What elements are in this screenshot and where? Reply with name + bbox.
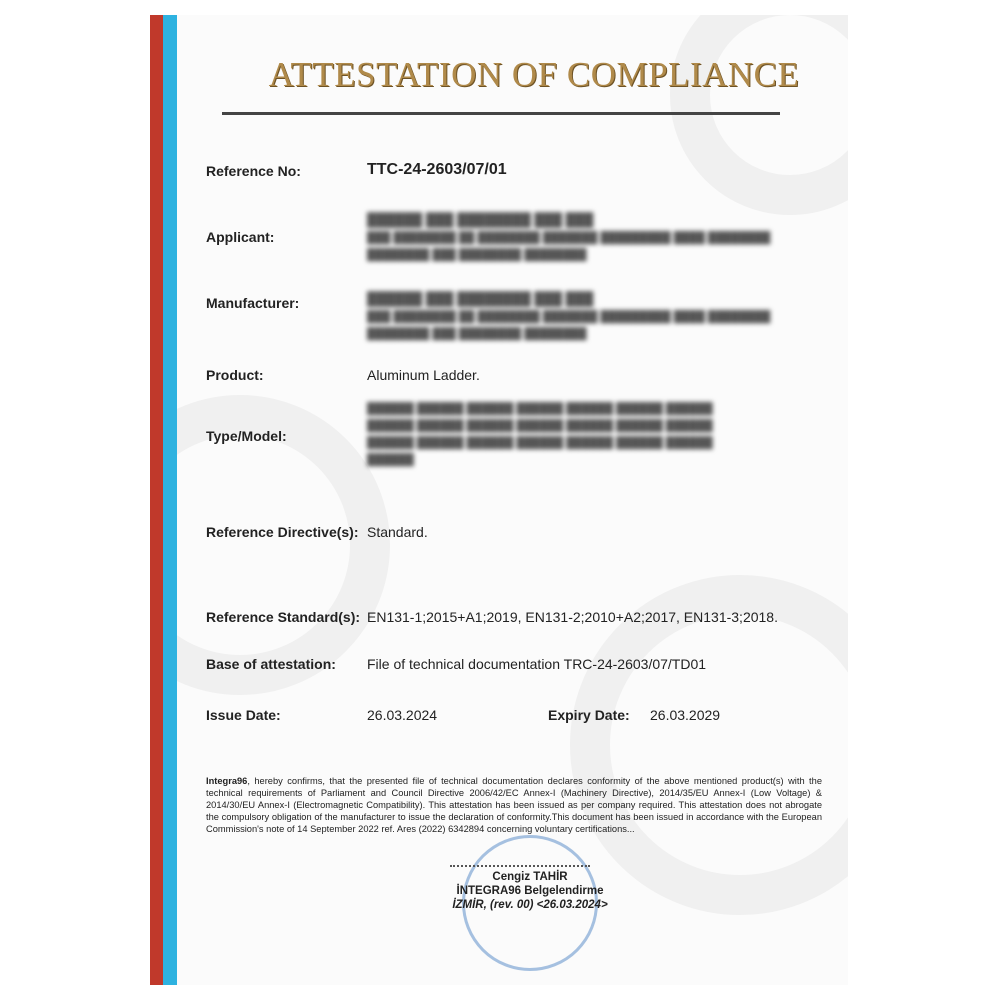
- signatory-place: İZMİR, (rev. 00) <26.03.2024>: [452, 899, 608, 911]
- product-label: Product:: [206, 367, 264, 383]
- base-value: File of technical documentation TRC-24-2603/07/TD01: [367, 656, 707, 672]
- standard-value: EN131-1;2015+A1;2019, EN131-2;2010+A2;2017, EN131-3;2018.: [367, 609, 778, 625]
- signatory-org: İNTEGRA96 Belgelendirme: [456, 885, 604, 897]
- issue-date-value: 26.03.2024: [367, 707, 438, 723]
- product-value: Aluminum Ladder.: [367, 367, 480, 383]
- statement-text: [206, 775, 822, 835]
- manufacturer-redacted: ██████ ███ ████████ ███ ███ ███ ████████ ██ ████████ ███████ █████████ ████ ████████ ████████ ███ ████████ ████████: [367, 291, 771, 340]
- directive-value: Standard.: [367, 524, 428, 540]
- gear-watermark: [570, 575, 848, 915]
- signature-block: [400, 870, 660, 912]
- base-label: Base of attestation:: [206, 656, 336, 672]
- signature-line: [450, 865, 590, 867]
- statement-body: , hereby confirms, that the presented file of technical documentation declares conformity of the above mentioned product(s) with the technical requirements of Parliament and Council Directive 2006/42/EC Annex-I (Machinery Directive), 2014/35/EU Annex-I (Low Voltage) & 2014/30/EU Annex-I (Electromagnetic Compatibility). This attestation has been issued as per company required. This attestation does not abrogate the compulsory obligation of the manufacturer to issue the declaration of conformity.This document has been issued in accordance with the European Commission's note of 14 September 2022 ref. Ares (2022) 6342894 concerning voluntary certifications...: [206, 776, 822, 834]
- certificate-page: [150, 15, 848, 985]
- document-title: ATTESTATION OF COMPLIANCE: [268, 55, 800, 94]
- directive-label: Reference Directive(s):: [206, 524, 359, 540]
- manufacturer-label: Manufacturer:: [206, 295, 300, 311]
- statement-lead: Integra96: [206, 776, 248, 786]
- reference-no-label: Reference No:: [206, 163, 301, 179]
- signatory-name: Cengiz TAHİR: [492, 871, 568, 883]
- reference-no-value: TTC-24-2603/07/01: [367, 161, 507, 178]
- security-strip-red: [150, 15, 163, 985]
- standard-label: Reference Standard(s):: [206, 609, 361, 625]
- issue-date-label: Issue Date:: [206, 707, 281, 723]
- gear-watermark: [670, 15, 848, 215]
- type-model-redacted: ██████ ██████ ██████ ██████ ██████ ██████ ██████ ██████ ██████ ██████ ██████ ██████ ██████ ██████ ██████ ██████ ██████ ██████ ██████ ██████ ██████ ██████: [367, 403, 713, 466]
- applicant-redacted: ██████ ███ ████████ ███ ███ ███ ████████ ██ ████████ ███████ █████████ ████ ████████ ████████ ███ ████████ ████████: [367, 212, 771, 261]
- type-model-label: Type/Model:: [206, 428, 287, 444]
- expiry-date-label: Expiry Date:: [548, 707, 630, 723]
- security-strip-blue: [163, 15, 177, 985]
- expiry-date-value: 26.03.2029: [650, 707, 721, 723]
- applicant-label: Applicant:: [206, 229, 275, 245]
- title-divider: [222, 112, 780, 115]
